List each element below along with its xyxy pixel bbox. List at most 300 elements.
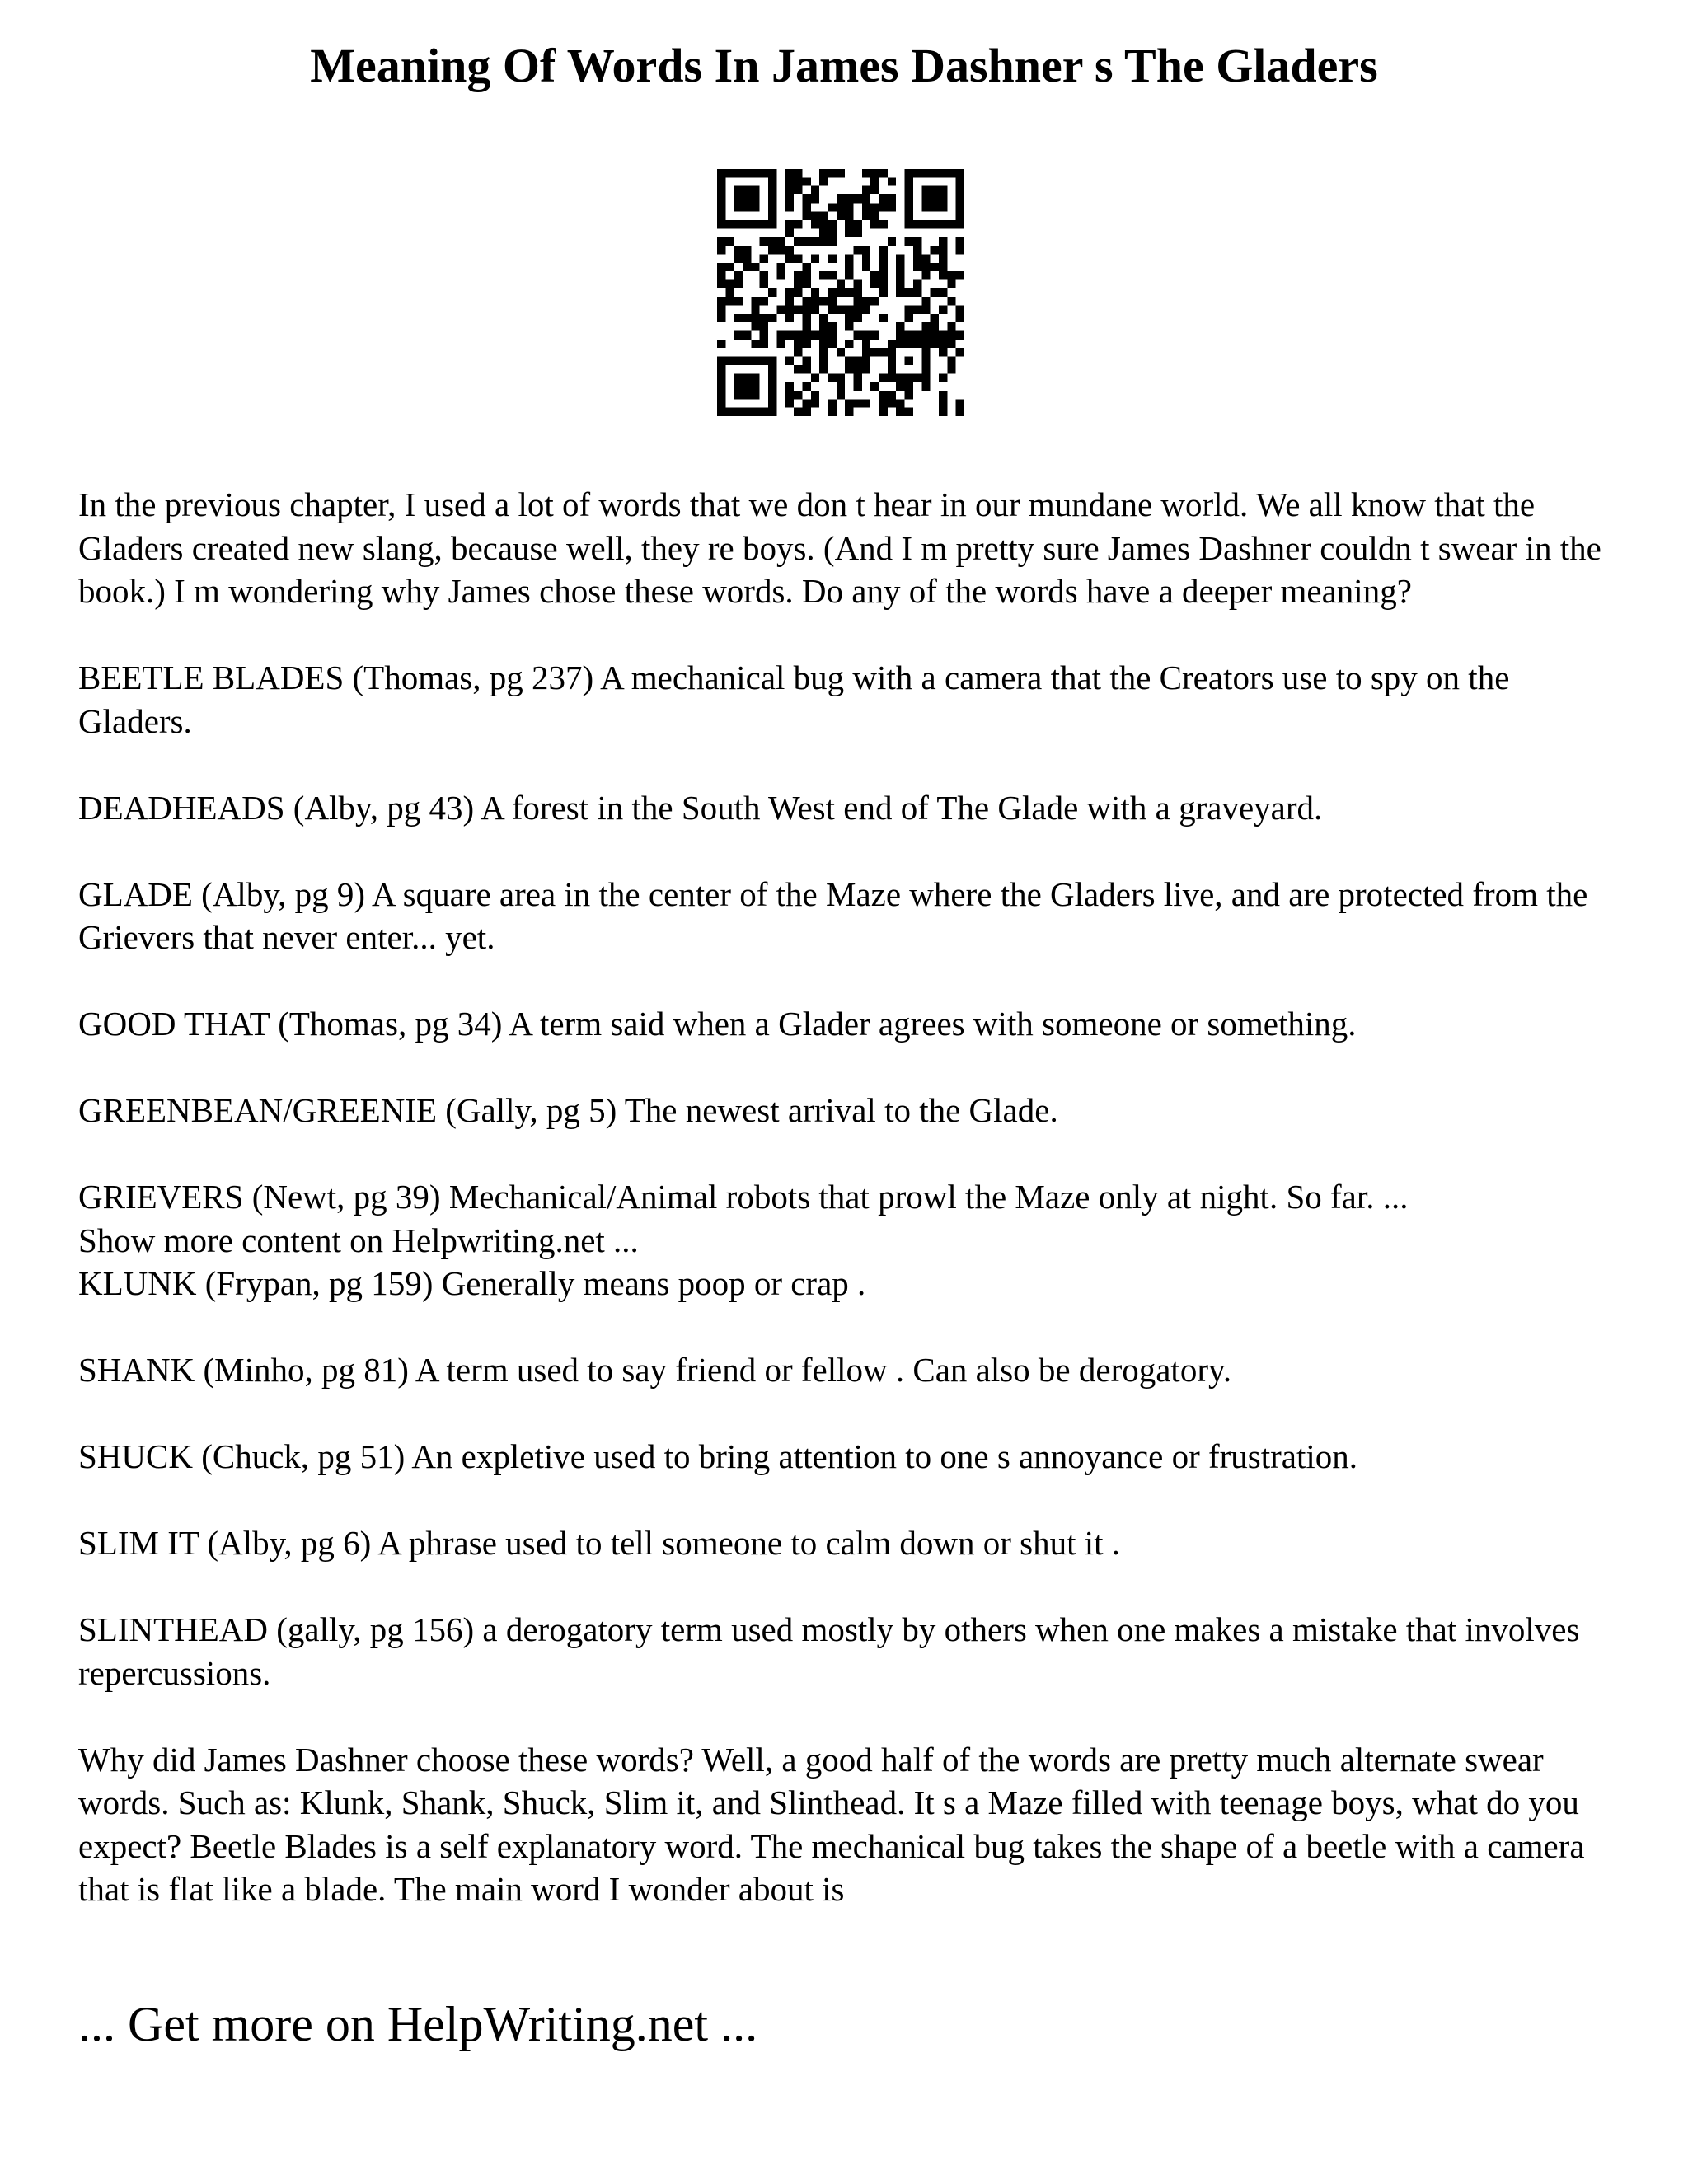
qr-module — [931, 220, 939, 228]
qr-module — [734, 271, 743, 279]
qr-module — [828, 228, 836, 237]
qr-module — [828, 297, 836, 305]
qr-module — [785, 186, 794, 194]
qr-module — [939, 246, 947, 254]
qr-module — [743, 408, 751, 416]
qr-module — [879, 203, 888, 211]
qr-module — [913, 306, 921, 314]
qr-module — [870, 177, 879, 185]
qr-module — [751, 263, 759, 271]
qr-module — [802, 271, 810, 279]
qr-module — [734, 186, 743, 194]
qr-module — [845, 365, 853, 373]
qr-module — [743, 203, 751, 211]
qr-module — [921, 365, 930, 373]
qr-module — [734, 373, 743, 382]
qr-module — [717, 365, 725, 373]
qr-module — [828, 331, 836, 340]
qr-module — [717, 220, 725, 228]
qr-module — [888, 348, 896, 356]
qr-module — [870, 331, 879, 340]
qr-module — [768, 177, 776, 185]
qr-module — [913, 373, 921, 382]
qr-module — [717, 246, 725, 254]
qr-module — [751, 314, 759, 322]
qr-module — [751, 306, 759, 314]
qr-module — [854, 373, 862, 382]
qr-module — [956, 399, 964, 407]
qr-module — [947, 279, 955, 288]
qr-module — [802, 194, 810, 203]
qr-module — [751, 382, 759, 391]
qr-module — [768, 288, 776, 297]
qr-module — [913, 331, 921, 340]
qr-module — [717, 169, 725, 177]
qr-module — [794, 348, 802, 356]
qr-module — [828, 254, 836, 262]
qr-module — [896, 322, 904, 330]
qr-module — [845, 357, 853, 365]
qr-module — [768, 399, 776, 407]
qr-module — [802, 314, 810, 322]
qr-module — [862, 203, 870, 211]
qr-module — [939, 194, 947, 203]
qr-module — [794, 279, 802, 288]
qr-module — [760, 254, 768, 262]
qr-module — [819, 348, 828, 356]
qr-module — [896, 373, 904, 382]
qr-module — [905, 203, 913, 211]
qr-module — [931, 186, 939, 194]
qr-module — [811, 399, 819, 407]
qr-module — [879, 408, 888, 416]
qr-module — [776, 271, 785, 279]
qr-module — [734, 297, 743, 305]
qr-module — [734, 382, 743, 391]
qr-module — [837, 288, 845, 297]
qr-module — [811, 237, 819, 246]
qr-module — [854, 297, 862, 305]
qr-module — [725, 220, 734, 228]
closing-paragraph: Why did James Dashner choose these words? Well, a good half of the words are pretty much alternate swear words. Such as: Klunk, Shank, Shuck, Slim it, and Slinthead. It s a Maze filled with teenage boys, what do you expect? Beetle Blades is a self explanatory word. The mechanical bug takes the shape of a beetle with a camera that is flat like a blade. The main word I wonder about is — [78, 1740, 1585, 1908]
qr-module — [862, 194, 870, 203]
qr-module — [956, 177, 964, 185]
qr-module — [743, 331, 751, 340]
qr-module — [939, 263, 947, 271]
qr-module — [785, 331, 794, 340]
qr-module — [751, 169, 759, 177]
qr-module — [837, 169, 845, 177]
qr-module — [879, 194, 888, 203]
qr-module — [939, 288, 947, 297]
qr-module — [802, 279, 810, 288]
qr-module — [717, 297, 725, 305]
qr-module — [956, 408, 964, 416]
qr-module — [845, 220, 853, 228]
qr-module — [751, 391, 759, 399]
term-good-that: GOOD THAT (Thomas, pg 34) A term said when a Glader agrees with someone or something. — [78, 1005, 1357, 1043]
qr-module — [845, 399, 853, 407]
qr-module — [854, 314, 862, 322]
qr-module — [819, 314, 828, 322]
qr-module — [854, 246, 862, 254]
qr-module — [734, 357, 743, 365]
qr-module — [785, 288, 794, 297]
qr-module — [905, 331, 913, 340]
term-slim-it: SLIM IT (Alby, pg 6) A phrase used to tell someone to calm down or shut it . — [78, 1524, 1121, 1562]
qr-module — [896, 271, 904, 279]
qr-module — [921, 348, 930, 356]
qr-module — [862, 399, 870, 407]
qr-module — [743, 194, 751, 203]
qr-module — [862, 365, 870, 373]
qr-module — [819, 322, 828, 330]
qr-module — [854, 228, 862, 237]
qr-module — [956, 220, 964, 228]
qr-module — [743, 246, 751, 254]
show-more-link[interactable]: Show more content on Helpwriting.net ... — [78, 1221, 639, 1259]
qr-module — [717, 186, 725, 194]
qr-module — [760, 314, 768, 322]
qr-module — [905, 306, 913, 314]
qr-module — [760, 340, 768, 348]
qr-module — [768, 203, 776, 211]
qr-module — [862, 254, 870, 262]
qr-module — [870, 169, 879, 177]
qr-module — [811, 220, 819, 228]
qr-module — [725, 297, 734, 305]
qr-module — [802, 340, 810, 348]
qr-module — [802, 237, 810, 246]
qr-module — [717, 399, 725, 407]
qr-module — [794, 237, 802, 246]
qr-module — [768, 314, 776, 322]
qr-module — [819, 220, 828, 228]
qr-module — [921, 322, 930, 330]
qr-module — [811, 391, 819, 399]
qr-module — [776, 340, 785, 348]
qr-module — [845, 271, 853, 279]
qr-module — [896, 254, 904, 262]
qr-module — [785, 194, 794, 203]
qr-module — [811, 373, 819, 382]
qr-module — [768, 357, 776, 365]
qr-module — [743, 263, 751, 271]
qr-module — [939, 237, 947, 246]
qr-module — [717, 212, 725, 220]
qr-module — [811, 306, 819, 314]
qr-module — [888, 237, 896, 246]
qr-module — [743, 382, 751, 391]
article-body — [78, 483, 1628, 1911]
term-grievers: GRIEVERS (Newt, pg 39) Mechanical/Animal robots that prowl the Maze only at night. So far. ... — [78, 1178, 1409, 1216]
qr-module — [845, 254, 853, 262]
qr-module — [939, 348, 947, 356]
qr-module — [905, 391, 913, 399]
qr-module — [751, 186, 759, 194]
qr-module — [947, 271, 955, 279]
qr-module — [717, 177, 725, 185]
qr-module — [862, 348, 870, 356]
qr-module — [717, 373, 725, 382]
qr-module — [794, 254, 802, 262]
qr-module — [870, 212, 879, 220]
qr-module — [905, 373, 913, 382]
qr-module — [837, 279, 845, 288]
qr-module — [956, 314, 964, 322]
qr-module — [776, 331, 785, 340]
qr-module — [896, 288, 904, 297]
qr-module — [802, 212, 810, 220]
qr-module — [931, 322, 939, 330]
qr-module — [845, 212, 853, 220]
page-title: Meaning Of Words In James Dashner s The Gladers — [310, 39, 1378, 92]
qr-module — [760, 237, 768, 246]
qr-module — [743, 169, 751, 177]
term-shank: SHANK (Minho, pg 81) A term used to say friend or fellow . Can also be derogatory. — [78, 1351, 1232, 1389]
qr-module — [802, 177, 810, 185]
qr-module — [794, 288, 802, 297]
qr-module — [947, 220, 955, 228]
qr-module — [785, 254, 794, 262]
qr-module — [828, 220, 836, 228]
qr-module — [956, 169, 964, 177]
qr-module — [734, 408, 743, 416]
qr-module — [939, 373, 947, 382]
qr-module — [931, 288, 939, 297]
qr-module — [837, 306, 845, 314]
qr-module — [921, 220, 930, 228]
qr-module — [760, 322, 768, 330]
get-more-link[interactable]: ... Get more on HelpWriting.net ... — [78, 1997, 758, 2051]
qr-module — [956, 271, 964, 279]
qr-module — [794, 271, 802, 279]
qr-module — [751, 194, 759, 203]
qr-module — [802, 382, 810, 391]
qr-module — [743, 254, 751, 262]
qr-module — [939, 408, 947, 416]
qr-module — [879, 373, 888, 382]
qr-module — [802, 357, 810, 365]
qr-module — [862, 357, 870, 365]
qr-module — [811, 186, 819, 194]
qr-module — [921, 357, 930, 365]
qr-module — [785, 203, 794, 211]
qr-module — [947, 365, 955, 373]
qr-module — [794, 220, 802, 228]
qr-module — [956, 348, 964, 356]
qr-module — [725, 263, 734, 271]
qr-module — [896, 408, 904, 416]
qr-module — [768, 169, 776, 177]
qr-module — [785, 228, 794, 237]
qr-module — [776, 237, 785, 246]
qr-module — [794, 177, 802, 185]
qr-module — [768, 391, 776, 399]
qr-module — [879, 391, 888, 399]
qr-module — [725, 288, 734, 297]
qr-module — [717, 203, 725, 211]
qr-module — [905, 169, 913, 177]
qr-module — [905, 382, 913, 391]
qr-module — [794, 169, 802, 177]
qr-module — [811, 254, 819, 262]
qr-module — [751, 340, 759, 348]
qr-module — [802, 297, 810, 305]
qr-module — [921, 203, 930, 211]
qr-module — [947, 322, 955, 330]
qr-module — [939, 306, 947, 314]
qr-module — [939, 340, 947, 348]
term-deadheads: DEADHEADS (Alby, pg 43) A forest in the South West end of The Glade with a graveyard. — [78, 788, 1323, 827]
qr-module — [828, 322, 836, 330]
qr-module — [931, 263, 939, 271]
qr-module — [837, 391, 845, 399]
qr-module — [870, 297, 879, 305]
qr-module — [828, 408, 836, 416]
qr-module — [931, 246, 939, 254]
qr-module — [845, 288, 853, 297]
qr-module — [811, 297, 819, 305]
qr-module — [905, 314, 913, 322]
qr-module — [921, 306, 930, 314]
qr-module — [921, 169, 930, 177]
qr-module — [837, 373, 845, 382]
qr-module — [768, 382, 776, 391]
qr-module — [734, 254, 743, 262]
qr-module — [845, 228, 853, 237]
qr-module — [870, 186, 879, 194]
qr-module — [913, 220, 921, 228]
qr-module — [819, 228, 828, 237]
qr-module — [905, 357, 913, 365]
qr-module — [896, 340, 904, 348]
qr-module — [956, 203, 964, 211]
qr-module — [870, 382, 879, 391]
qr-module — [905, 220, 913, 228]
qr-module — [819, 212, 828, 220]
qr-module — [921, 331, 930, 340]
qr-module — [760, 271, 768, 279]
qr-module — [819, 340, 828, 348]
qr-module — [896, 331, 904, 340]
qr-module — [760, 279, 768, 288]
qr-module — [776, 306, 785, 314]
qr-module — [854, 306, 862, 314]
qr-module — [939, 271, 947, 279]
qr-module — [768, 212, 776, 220]
qr-module — [956, 246, 964, 254]
qr-module — [854, 382, 862, 391]
qr-module — [768, 373, 776, 382]
qr-module — [819, 357, 828, 365]
qr-module — [811, 212, 819, 220]
qr-module — [939, 254, 947, 262]
qr-module — [819, 331, 828, 340]
qr-module — [811, 194, 819, 203]
qr-module — [879, 254, 888, 262]
qr-module — [845, 314, 853, 322]
qr-module — [854, 331, 862, 340]
qr-module — [870, 279, 879, 288]
qr-module — [828, 203, 836, 211]
qr-module — [956, 212, 964, 220]
qr-module — [768, 220, 776, 228]
qr-module — [794, 408, 802, 416]
qr-module — [854, 399, 862, 407]
qr-module — [862, 169, 870, 177]
qr-module — [760, 331, 768, 340]
qr-module — [734, 194, 743, 203]
qr-module — [734, 246, 743, 254]
qr-module — [768, 246, 776, 254]
qr-module — [896, 399, 904, 407]
qr-module — [794, 391, 802, 399]
qr-module — [913, 279, 921, 288]
qr-module — [785, 314, 794, 322]
qr-module — [879, 288, 888, 297]
qr-module — [785, 297, 794, 305]
qr-module — [905, 212, 913, 220]
qr-module — [717, 391, 725, 399]
qr-module — [921, 263, 930, 271]
qr-module — [921, 254, 930, 262]
qr-module — [845, 263, 853, 271]
qr-module — [751, 373, 759, 382]
qr-module — [905, 194, 913, 203]
qr-code-icon — [717, 169, 964, 416]
qr-module — [921, 194, 930, 203]
qr-module — [931, 203, 939, 211]
qr-module — [794, 340, 802, 348]
qr-module — [837, 194, 845, 203]
qr-module — [947, 357, 955, 365]
qr-module — [879, 399, 888, 407]
qr-module — [819, 271, 828, 279]
qr-module — [870, 203, 879, 211]
qr-module — [768, 365, 776, 373]
term-beetle-blades: BEETLE BLADES (Thomas, pg 237) A mechanical bug with a camera that the Creators use to spy on the Gladers. — [78, 658, 1510, 740]
qr-module — [785, 220, 794, 228]
qr-module — [931, 340, 939, 348]
qr-module — [802, 408, 810, 416]
term-slinthead: SLINTHEAD (gally, pg 156) a derogatory term used mostly by others when one makes a mistake that involves repercussions. — [78, 1610, 1580, 1692]
qr-module — [751, 220, 759, 228]
qr-module — [717, 237, 725, 246]
qr-module — [802, 203, 810, 211]
qr-module — [905, 408, 913, 416]
qr-module — [717, 263, 725, 271]
qr-module — [956, 331, 964, 340]
qr-module — [802, 322, 810, 330]
qr-module — [862, 306, 870, 314]
qr-module — [956, 306, 964, 314]
qr-module — [888, 373, 896, 382]
qr-module — [717, 194, 725, 203]
term-greenbean: GREENBEAN/GREENIE (Gally, pg 5) The newest arrival to the Glade. — [78, 1091, 1058, 1129]
qr-module — [837, 203, 845, 211]
qr-module — [854, 357, 862, 365]
qr-module — [888, 340, 896, 348]
qr-module — [819, 365, 828, 373]
qr-module — [931, 331, 939, 340]
qr-module — [888, 357, 896, 365]
qr-module — [879, 220, 888, 228]
qr-module — [743, 391, 751, 399]
qr-module — [931, 169, 939, 177]
qr-code-graphic — [717, 169, 964, 416]
qr-module — [734, 331, 743, 340]
